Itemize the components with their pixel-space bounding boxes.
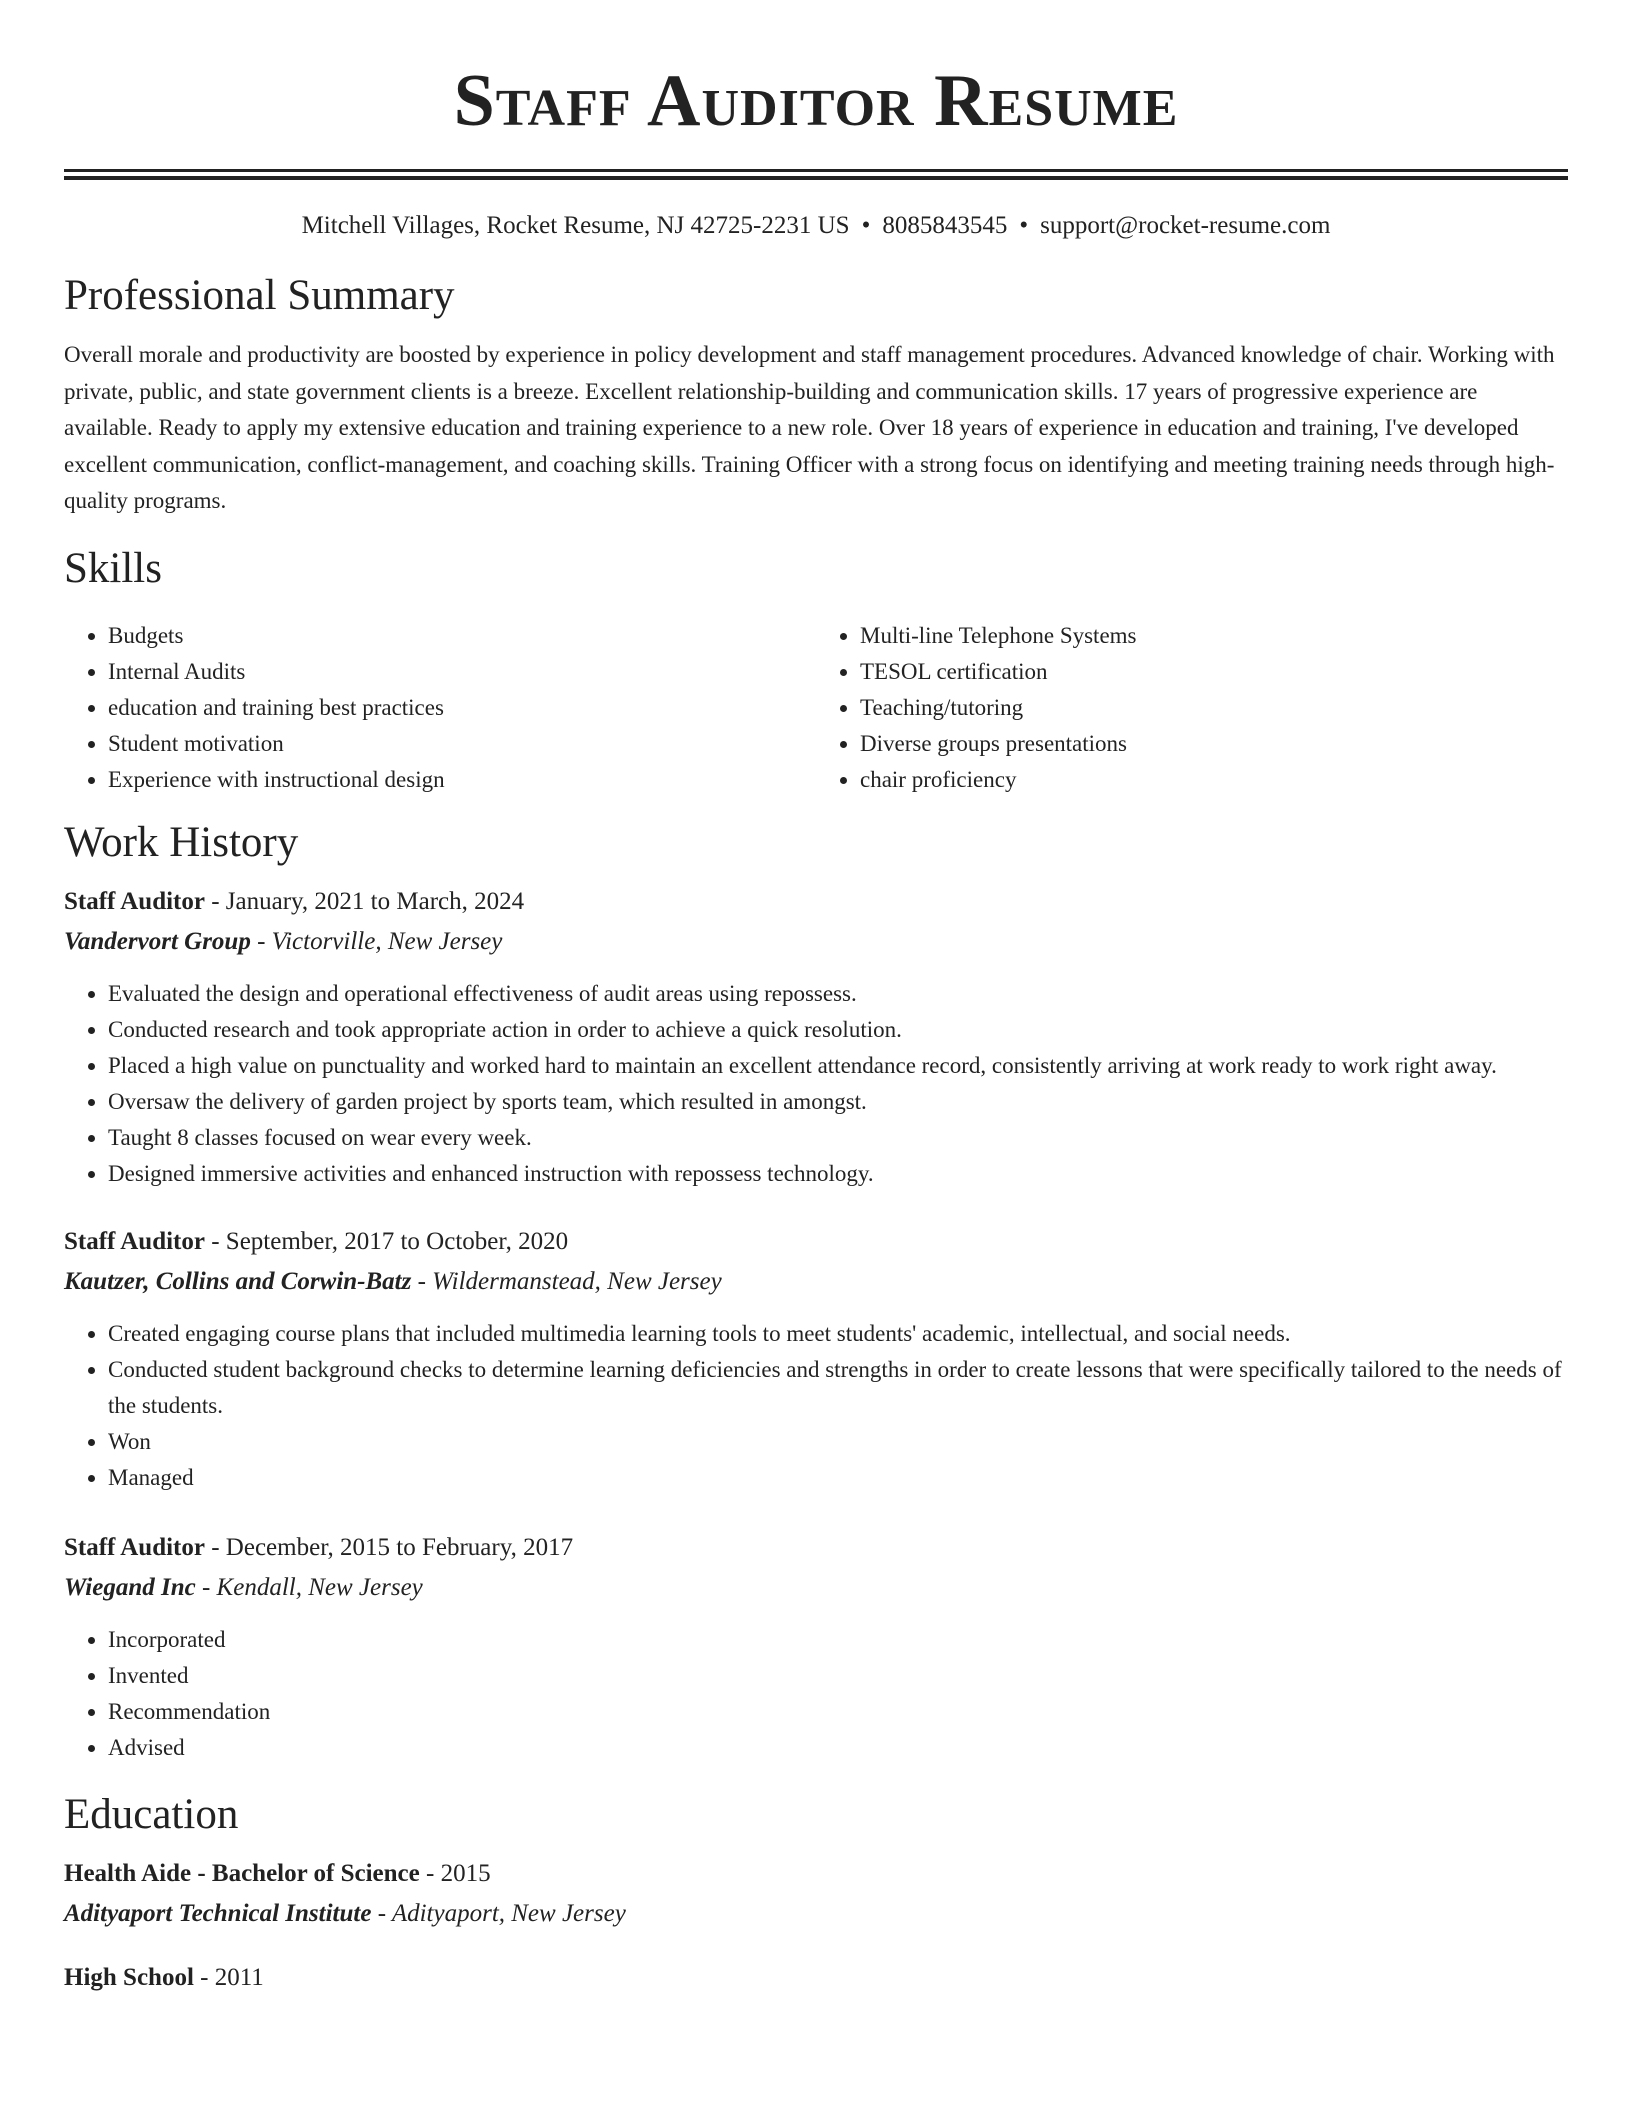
job-bullets — [64, 976, 1568, 1192]
job-bullet: • Placed a high value on punctuality and worked hard to maintain an excellent attendance record, consistently arriving at work ready to work right away. — [108, 1048, 1568, 1084]
job-title-line — [64, 882, 1568, 922]
education-degree: Health Aide - Bachelor of Science — [64, 1859, 420, 1887]
job-bullet: • Taught 8 classes focused on wear every week. — [108, 1120, 1568, 1156]
title-divider — [64, 169, 1568, 180]
education-year: - 2015 — [419, 1859, 491, 1887]
education-entry — [64, 1854, 1568, 1934]
contact-separator: • — [1019, 212, 1029, 239]
skill-item: • Multi-line Telephone Systems — [860, 618, 1568, 654]
job-company-line — [64, 922, 1568, 962]
job-title: Staff Auditor — [64, 1227, 205, 1255]
job-location: - Victorville, New Jersey — [250, 927, 503, 955]
education-location: - Adityaport, New Jersey — [371, 1899, 626, 1927]
education-degree: High School — [64, 1963, 194, 1991]
job-bullet: • Conducted research and took appropriate action in order to achieve a quick resolution. — [108, 1012, 1568, 1048]
job-entry — [64, 1528, 1568, 1766]
job-location: - Kendall, New Jersey — [195, 1573, 423, 1601]
job-company: Wiegand Inc — [64, 1573, 196, 1601]
skill-item: • Internal Audits — [108, 654, 816, 690]
job-bullet: • Managed — [108, 1460, 1568, 1496]
contact-email: support@rocket-resume.com — [1040, 212, 1331, 239]
education-year: - 2011 — [193, 1963, 264, 1991]
summary-text: Overall morale and productivity are boosted by experience in policy development and staff management procedures. Advanced knowledge of chair. Working with private, public, and state government clients is a breeze. Excellent relationship-building and communication skills. 17 years of progressive experience are available. Ready to apply my extensive education and training experience to a new role. Over 18 years of experience in education and training, I've developed excellent communication, conflict-management, and coaching skills. Training Officer with a strong focus on identifying and meeting training needs through high-quality programs. — [64, 342, 1555, 513]
skill-item: • Budgets — [108, 618, 816, 654]
job-bullet: • Incorporated — [108, 1622, 1568, 1658]
contact-address: Mitchell Villages, Rocket Resume, NJ 42725-2231 US — [301, 212, 850, 239]
job-bullets — [64, 1622, 1568, 1766]
skill-item: • Experience with instructional design — [108, 762, 816, 798]
job-entry — [64, 882, 1568, 1192]
job-bullet: • Evaluated the design and operational effectiveness of audit areas using repossess. — [108, 976, 1568, 1012]
job-bullet: • Created engaging course plans that included multimedia learning tools to meet students' academic, intellectual, and social needs. — [108, 1316, 1568, 1352]
education-school: Adityaport Technical Institute — [64, 1899, 372, 1927]
job-bullet: • Advised — [108, 1730, 1568, 1766]
education-degree-line — [64, 1854, 1568, 1894]
skill-item: • Diverse groups presentations — [860, 726, 1568, 762]
skill-item: • education and training best practices — [108, 690, 816, 726]
job-title: Staff Auditor — [64, 1533, 205, 1561]
job-bullets — [64, 1316, 1568, 1496]
job-title: Staff Auditor — [64, 887, 205, 915]
job-dates: - September, 2017 to October, 2020 — [204, 1227, 569, 1255]
job-company-line — [64, 1262, 1568, 1302]
education-entry — [64, 1958, 1568, 1998]
education-heading: Education — [64, 1790, 239, 1838]
job-bullet: • Designed immersive activities and enhanced instruction with repossess technology. — [108, 1156, 1568, 1192]
work-history-heading: Work History — [64, 818, 299, 866]
job-location: - Wildermanstead, New Jersey — [411, 1267, 722, 1295]
skill-item: • TESOL certification — [860, 654, 1568, 690]
skills-list — [64, 618, 1568, 798]
job-company: Vandervort Group — [64, 927, 251, 955]
job-bullet: • Invented — [108, 1658, 1568, 1694]
job-bullet: • Won — [108, 1424, 1568, 1460]
skills-column-left — [64, 618, 816, 798]
skills-heading: Skills — [64, 544, 162, 592]
job-bullet: • Conducted student background checks to determine learning deficiencies and strengths in order to create lessons that were specifically tailored to the needs of the students. — [108, 1352, 1568, 1424]
job-dates: - January, 2021 to March, 2024 — [204, 887, 525, 915]
job-title-line — [64, 1528, 1568, 1568]
skill-item: • Student motivation — [108, 726, 816, 762]
resume-title: Staff Auditor Resume — [453, 60, 1179, 142]
contact-line — [64, 211, 1568, 241]
job-title-line — [64, 1222, 1568, 1262]
contact-separator: • — [861, 212, 871, 239]
skill-item: • Teaching/tutoring — [860, 690, 1568, 726]
job-company: Kautzer, Collins and Corwin-Batz — [64, 1267, 412, 1295]
skill-item: • chair proficiency — [860, 762, 1568, 798]
job-bullet: • Recommendation — [108, 1694, 1568, 1730]
summary-heading: Professional Summary — [64, 272, 455, 319]
job-company-line — [64, 1568, 1568, 1608]
contact-phone: 8085843545 — [882, 212, 1008, 239]
education-school-line — [64, 1894, 1568, 1934]
job-entry — [64, 1222, 1568, 1496]
job-dates: - December, 2015 to February, 2017 — [204, 1533, 574, 1561]
skills-column-right — [816, 618, 1568, 798]
education-degree-line — [64, 1958, 1568, 1998]
job-bullet: • Oversaw the delivery of garden project by sports team, which resulted in amongst. — [108, 1084, 1568, 1120]
